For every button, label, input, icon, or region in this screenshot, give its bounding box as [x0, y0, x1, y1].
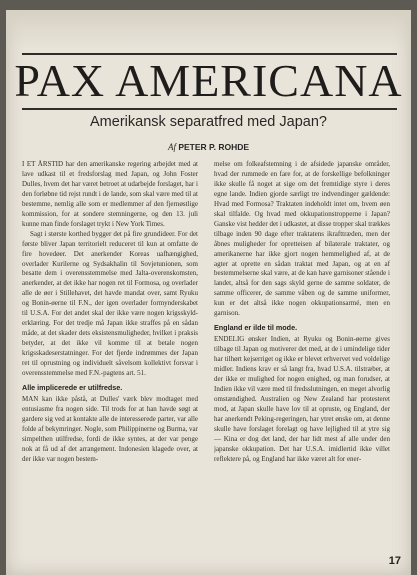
page-shadow [6, 10, 411, 50]
title-rule-bottom [22, 108, 397, 110]
byline-prefix: Af [167, 142, 176, 152]
author-name: PETER P. ROHDE [178, 142, 250, 152]
left-section-heading: Alle implicerede er utilfredse. [22, 382, 123, 392]
magazine-page [6, 10, 411, 575]
right-paragraph-1: melse om folkeafstemning i de afsidede japanske områder, hvad der rummede en fare for, at de forskellige befolkninger ikke skulle få noget at sige om det fremtidige styre i deres egne lande. Indien gjorde særligt tre indvendinger gældende: Hvad med Formosa? Traktaten indeholdt intet om, hvem øen skal tilfalde. Og hvad med okkupationstropperne i Japan? Ganske vist hedder det i udkastet, at disse tropper skal trækkes tilbage inden 90 dage efter traktatens ikrafttræden, men der åbnes muligheder for opretteisen af bilaterale traktater, og amerikanerne har ikke gjort nogen hemmelighed af, at de agter at oprette en sådan traktat med Japan, og at en af bestemmelserne skal være, at de kan have garnisoner stående i landet, altså for den sags skyld gerne de samme soldater, de samme officerer, de samme våben og de samme uniformer, kun er det altså ikke nogen okkupationsarmé, men en garnison. [214, 160, 390, 318]
right-column [214, 160, 390, 568]
page-number: 17 [388, 555, 401, 567]
left-paragraph-3: MAN kan ikke påstå, at Dulles' værk blev modtaget med entusiasme fra nogen side. Til trods for at han havde søgt at gardere sig ved at kontakte alle de interesserede parter, var alle folde af bekymringer. Nogle, som Philippinerne og Burma, var simpelthen utilfredse, fordi de ikke syntes, at der var penge nok at få ud af det arrangement. Indonesien klagede over, at der ikke var nogen bestem- [22, 394, 198, 463]
article-title: PAX AMERICANA [14, 55, 403, 106]
byline [6, 142, 411, 152]
article-subtitle: Amerikansk separatfred med Japan? [90, 114, 327, 130]
left-paragraph-2: Sagt i største korthed bygger det på fire grundideer. For det første bliver Japan territorielt reduceret til kun at omfatte de fire hovedøer. Det anerkender Koreas uafhængighed, overlader Kurilerne og Sydsakhalin til Sovjetunionen, som besatte dem i overensstemmelse med Jalta-overenskomsten, anerkender, at det ikke har nogen ret til Formosa, og overlader alle de øer i Stillehavet, det havde mandat over, samt Ryuku og Bonin-øerne til F.N., der igen overlader formynderskabet til U.S.A. For det andet skal der ikke være nogen krigsskyld-erklæring. For det tredje må Japan ikke straffes på en sådan måde, at det skader dets eksistensmuligheder, hvilket i praksis betyder, at det ikke vil komme til at betale nogen krigsskadeserstatninger. For det fjerde indrømmes der Japan ret til oprustning og individuelt såvelsom kollektivt forsvar i overensstemmelse med F.N.-pagtens art. 51. [22, 229, 198, 378]
left-column [22, 160, 198, 568]
right-paragraph-2: ENDELIG ønsker Indien, at Ryuku og Bonin-øerne gives tilbage til Japan og motiverer det med, at de i umindelige tider har tilhørt kejserriget og ikke er blevet erhvervet ved voldelige midler. Indiens krav er så langt fra, hvad U.S.A. tilstræber, at der ikke er mulighed for nogen enighed, og man forudser, at Indien ikke vil være med til fredsslutningen, en meget alvorlig omstændighed. Australien og New Zealand har protesteret mod, at Japan skulle have lov til at opruste, og England, der har anerkendt Peking-regeringen, har ytret ønske om, at denne skulle have forslaget forelagt og have lejlighed til at ytre sig — Kina er dog det land, der har lidt mest af alle under den japanske okkupation. Det har U.S.A. imidlertid ikke villet reflektere på, og England har ikke været alt for ener- [214, 335, 390, 463]
right-section-heading: England er ilde til mode. [214, 323, 298, 333]
left-paragraph-1: I ET ÅRSTID har den amerikanske regering arbejdet med at lave udkast til et fredsforslag med Japan, og John Foster Dulles, hvem det har været betroet at udarbejde forslaget, har i den forløbne tid rejst rundt i de lande, som skal være med til at bestemme, nemlig alle som er medlemmer af den fjernøstlige kommission, for at sondere stemningerne, og den 13. juli kunne man finde forslaget trykt i New York Times. [22, 160, 198, 228]
